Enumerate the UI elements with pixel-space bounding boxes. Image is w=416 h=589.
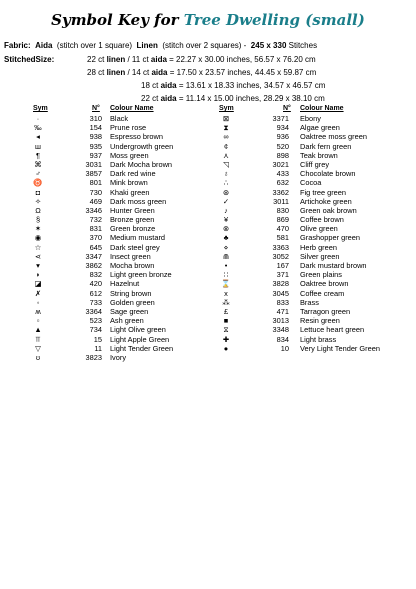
symbol-icon: · <box>36 114 40 123</box>
symbol-icon: ▽ <box>35 343 41 353</box>
colour-name: Khaki green <box>110 187 150 197</box>
colour-name: Algae green <box>300 123 340 133</box>
thread-number: 732 <box>89 215 102 225</box>
symbol-icon: ▫ <box>36 316 40 326</box>
symbol-icon: ♪ <box>224 205 228 215</box>
thread-number: 801 <box>89 178 102 188</box>
thread-number: 154 <box>89 123 102 133</box>
colour-name: Brass <box>300 297 319 307</box>
stitched-size-row: 18 ct aida = 13.61 x 18.33 inches, 34.57 x 46.57 cm <box>141 81 326 90</box>
colour-name: Herb green <box>300 242 337 252</box>
symbol-icon: ◉ <box>34 233 42 243</box>
symbol-icon: ● <box>223 343 229 353</box>
thread-number: 831 <box>89 224 102 234</box>
thread-number: 3862 <box>85 261 102 270</box>
symbol-icon: ʊ <box>35 352 41 362</box>
colour-name: Light Olive green <box>110 325 166 335</box>
colour-name: Coffee brown <box>300 215 344 225</box>
thread-number: 3828 <box>272 279 289 289</box>
thread-number: 936 <box>276 132 289 142</box>
symbol-icon: • <box>224 261 228 270</box>
symbol-icon: ⁂ <box>222 297 230 307</box>
thread-number: 733 <box>89 297 102 307</box>
colour-name: Golden green <box>110 297 155 307</box>
thread-number: 3363 <box>272 242 289 252</box>
symbol-icon: ⊛ <box>222 187 230 197</box>
thread-number: 420 <box>89 279 102 289</box>
thread-number: 371 <box>276 270 289 280</box>
symbol-icon: ♂ <box>35 169 41 179</box>
symbol-icon: ✗ <box>34 288 42 298</box>
colour-name: Light brass <box>300 334 337 344</box>
header-sym-right: Sym <box>219 105 234 112</box>
colour-name: Hunter Green <box>110 205 155 215</box>
thread-number: 15 <box>93 334 102 344</box>
colour-name: Cocoa <box>300 178 322 188</box>
symbol-icon: ♣ <box>223 233 229 243</box>
title-prefix: Symbol Key for <box>51 11 184 29</box>
thread-number: 3052 <box>272 251 289 261</box>
colour-name: Chocolate brown <box>300 169 356 179</box>
colour-name: Coffee cream <box>300 288 345 298</box>
symbol-icon: ‰ <box>34 123 42 133</box>
colour-name: Hazelnut <box>110 279 140 289</box>
symbol-icon: ⊠ <box>222 114 230 123</box>
thread-number: 3045 <box>272 288 289 298</box>
colour-name: Dark moss green <box>110 196 167 206</box>
symbol-icon: ⋖ <box>34 251 42 261</box>
colour-name: Dark Mocha brown <box>110 159 173 169</box>
colour-name: Ebony <box>300 114 321 123</box>
thread-number: 3364 <box>85 306 102 316</box>
colour-name: Light green bronze <box>110 270 172 280</box>
colour-name: Green oak brown <box>300 205 357 215</box>
symbol-icon: ш <box>35 141 41 151</box>
thread-number: 471 <box>276 306 289 316</box>
thread-number: 734 <box>89 325 102 335</box>
header-colour-right: Colour Name <box>300 105 344 112</box>
symbol-icon: ⋄ <box>223 242 229 252</box>
symbol-icon: ⌘ <box>34 159 42 169</box>
colour-name: Mocha brown <box>110 261 155 270</box>
fabric-linen-note: (stitch over 2 squares) - <box>162 41 247 50</box>
page-title <box>0 11 416 29</box>
thread-number: 937 <box>89 150 102 160</box>
colour-name: Cliff grey <box>300 159 330 169</box>
symbol-icon: ¶ <box>36 150 40 160</box>
symbol-icon: ¢ <box>223 141 229 151</box>
thread-number: 469 <box>89 196 102 206</box>
thread-number: 3031 <box>85 159 102 169</box>
fabric-aida-note: (stitch over 1 square) <box>56 41 133 50</box>
symbol-icon: ✧ <box>34 196 42 206</box>
thread-number: 10 <box>280 343 289 353</box>
colour-name: Mink brown <box>110 178 148 188</box>
symbol-icon: £ <box>223 306 229 316</box>
thread-number: 832 <box>89 270 102 280</box>
header-sym-left: Sym <box>33 105 48 112</box>
thread-number: 898 <box>276 150 289 160</box>
colour-name: Insect green <box>110 251 151 261</box>
thread-number: 3346 <box>85 205 102 215</box>
symbol-icon: ☆ <box>34 242 42 252</box>
thread-number: 310 <box>89 114 102 123</box>
thread-number: 935 <box>89 141 102 151</box>
colour-name: Dark fern green <box>300 141 352 151</box>
thread-number: 730 <box>89 187 102 197</box>
symbol-icon: ▲ <box>34 325 42 335</box>
symbol-icon: ⋒ <box>222 251 230 261</box>
colour-name: Very Light Tender Green <box>300 343 380 353</box>
thread-number: 370 <box>89 233 102 243</box>
thread-number: 523 <box>89 316 102 326</box>
thread-number: 3823 <box>85 352 102 362</box>
symbol-icon: ⊗ <box>222 224 230 234</box>
colour-name: Oaktree moss green <box>300 132 367 142</box>
symbol-icon: ʍ <box>35 306 41 316</box>
colour-name: Green bronze <box>110 224 156 234</box>
symbol-icon: ◗ <box>35 270 41 280</box>
fabric-linen: Linen <box>136 41 158 50</box>
colour-name: Prune rose <box>110 123 147 133</box>
symbol-icon: ◪ <box>34 279 42 289</box>
thread-number: 834 <box>276 334 289 344</box>
colour-name: Undergrowth green <box>110 141 174 151</box>
symbol-icon: ⫪ <box>35 334 41 344</box>
symbol-icon: ⧗ <box>223 123 229 133</box>
symbol-icon: ✓ <box>222 196 230 206</box>
thread-number: 645 <box>89 242 102 252</box>
thread-number: 470 <box>276 224 289 234</box>
stitched-size-row: 22 ct aida = 11.14 x 15.00 inches, 28.29 x 38.10 cm <box>141 94 325 103</box>
colour-name: Light Apple Green <box>110 334 170 344</box>
colour-name: Green plains <box>300 270 342 280</box>
symbol-icon: ∴ <box>223 178 229 188</box>
thread-number: 167 <box>276 261 289 270</box>
fabric-stitches-label: Stitches <box>288 41 318 50</box>
thread-number: 3362 <box>272 187 289 197</box>
colour-name: Oaktree brown <box>300 279 349 289</box>
colour-name: Resin green <box>300 316 340 326</box>
colour-name: Fig tree green <box>300 187 347 197</box>
symbol-icon: ◂ <box>36 132 40 142</box>
colour-name: Dark mustard brown <box>300 261 367 270</box>
symbol-icon: ✚ <box>222 334 230 344</box>
colour-name: Ash green <box>110 316 144 326</box>
thread-number: 869 <box>276 215 289 225</box>
symbol-icon: ∞ <box>223 132 229 142</box>
stitched-size-row: 28 ct linen / 14 ct aida = 17.50 x 23.57 inches, 44.45 x 59.87 cm <box>87 68 317 77</box>
symbol-icon: ■ <box>223 316 229 326</box>
header-num-left: N° <box>92 105 100 112</box>
fabric-stitches: 245 x 330 <box>250 41 287 50</box>
symbol-icon: ▾ <box>36 261 40 270</box>
colour-name: Espresso brown <box>110 132 163 142</box>
colour-name: Bronze green <box>110 215 155 225</box>
colour-name: Light Tender Green <box>110 343 174 353</box>
symbol-icon: x <box>224 288 228 298</box>
thread-number: 581 <box>276 233 289 243</box>
colour-name: Black <box>110 114 129 123</box>
title-design-name: Tree Dwelling (small) <box>183 11 365 29</box>
colour-name: Teak brown <box>300 150 338 160</box>
symbol-icon: ♉ <box>33 178 43 188</box>
colour-name: Moss green <box>110 150 149 160</box>
fabric-aida: Aida <box>35 41 53 50</box>
thread-number: 433 <box>276 169 289 179</box>
thread-number: 3347 <box>85 251 102 261</box>
colour-name: Ivory <box>110 352 127 362</box>
symbol-icon: ◦ <box>36 297 40 307</box>
thread-number: 3013 <box>272 316 289 326</box>
thread-number: 833 <box>276 297 289 307</box>
header-colour-left: Colour Name <box>110 105 154 112</box>
thread-number: 3371 <box>272 114 289 123</box>
symbol-icon: ¥ <box>223 215 229 225</box>
thread-number: 830 <box>276 205 289 215</box>
symbol-icon: ⋏ <box>223 150 229 160</box>
fabric-label: Fabric: <box>4 41 31 50</box>
thread-number: 934 <box>276 123 289 133</box>
symbol-icon: ⌛ <box>221 279 231 289</box>
colour-name: Tarragon green <box>300 306 351 316</box>
symbol-icon: ∷ <box>223 270 229 280</box>
symbol-icon: § <box>35 215 41 225</box>
symbol-icon: ⧖ <box>223 325 229 335</box>
colour-name: String brown <box>110 288 152 298</box>
fabric-line <box>4 41 317 51</box>
thread-number: 612 <box>89 288 102 298</box>
thread-number: 520 <box>276 141 289 151</box>
thread-number: 11 <box>94 343 102 353</box>
symbol-icon: ◘ <box>35 187 41 197</box>
colour-name: Olive green <box>300 224 338 234</box>
colour-name: Dark red wine <box>110 169 156 179</box>
colour-name: Sage green <box>110 306 149 316</box>
stitched-size-row: 22 ct linen / 11 ct aida = 22.27 x 30.00 inches, 56.57 x 76.20 cm <box>87 55 316 64</box>
symbol-icon: ✶ <box>34 224 42 234</box>
thread-number: 632 <box>276 178 289 188</box>
stitched-size-label: StitchedSize: <box>4 55 55 64</box>
thread-number: 3011 <box>273 196 289 206</box>
symbol-icon: ♁ <box>223 169 229 179</box>
thread-number: 3857 <box>85 169 102 179</box>
colour-name: Grashopper green <box>300 233 360 243</box>
colour-name: Dark steel grey <box>110 242 160 252</box>
thread-number: 3348 <box>272 325 289 335</box>
header-num-right: N° <box>283 105 291 112</box>
thread-number: 938 <box>89 132 102 142</box>
colour-name: Lettuce heart green <box>300 325 365 335</box>
colour-name: Artichoke green <box>300 196 352 206</box>
symbol-icon: ◹ <box>223 159 229 169</box>
symbol-icon: Ω <box>35 205 41 215</box>
colour-name: Silver green <box>300 251 340 261</box>
colour-name: Medium mustard <box>110 233 166 243</box>
thread-number: 3021 <box>272 159 289 169</box>
